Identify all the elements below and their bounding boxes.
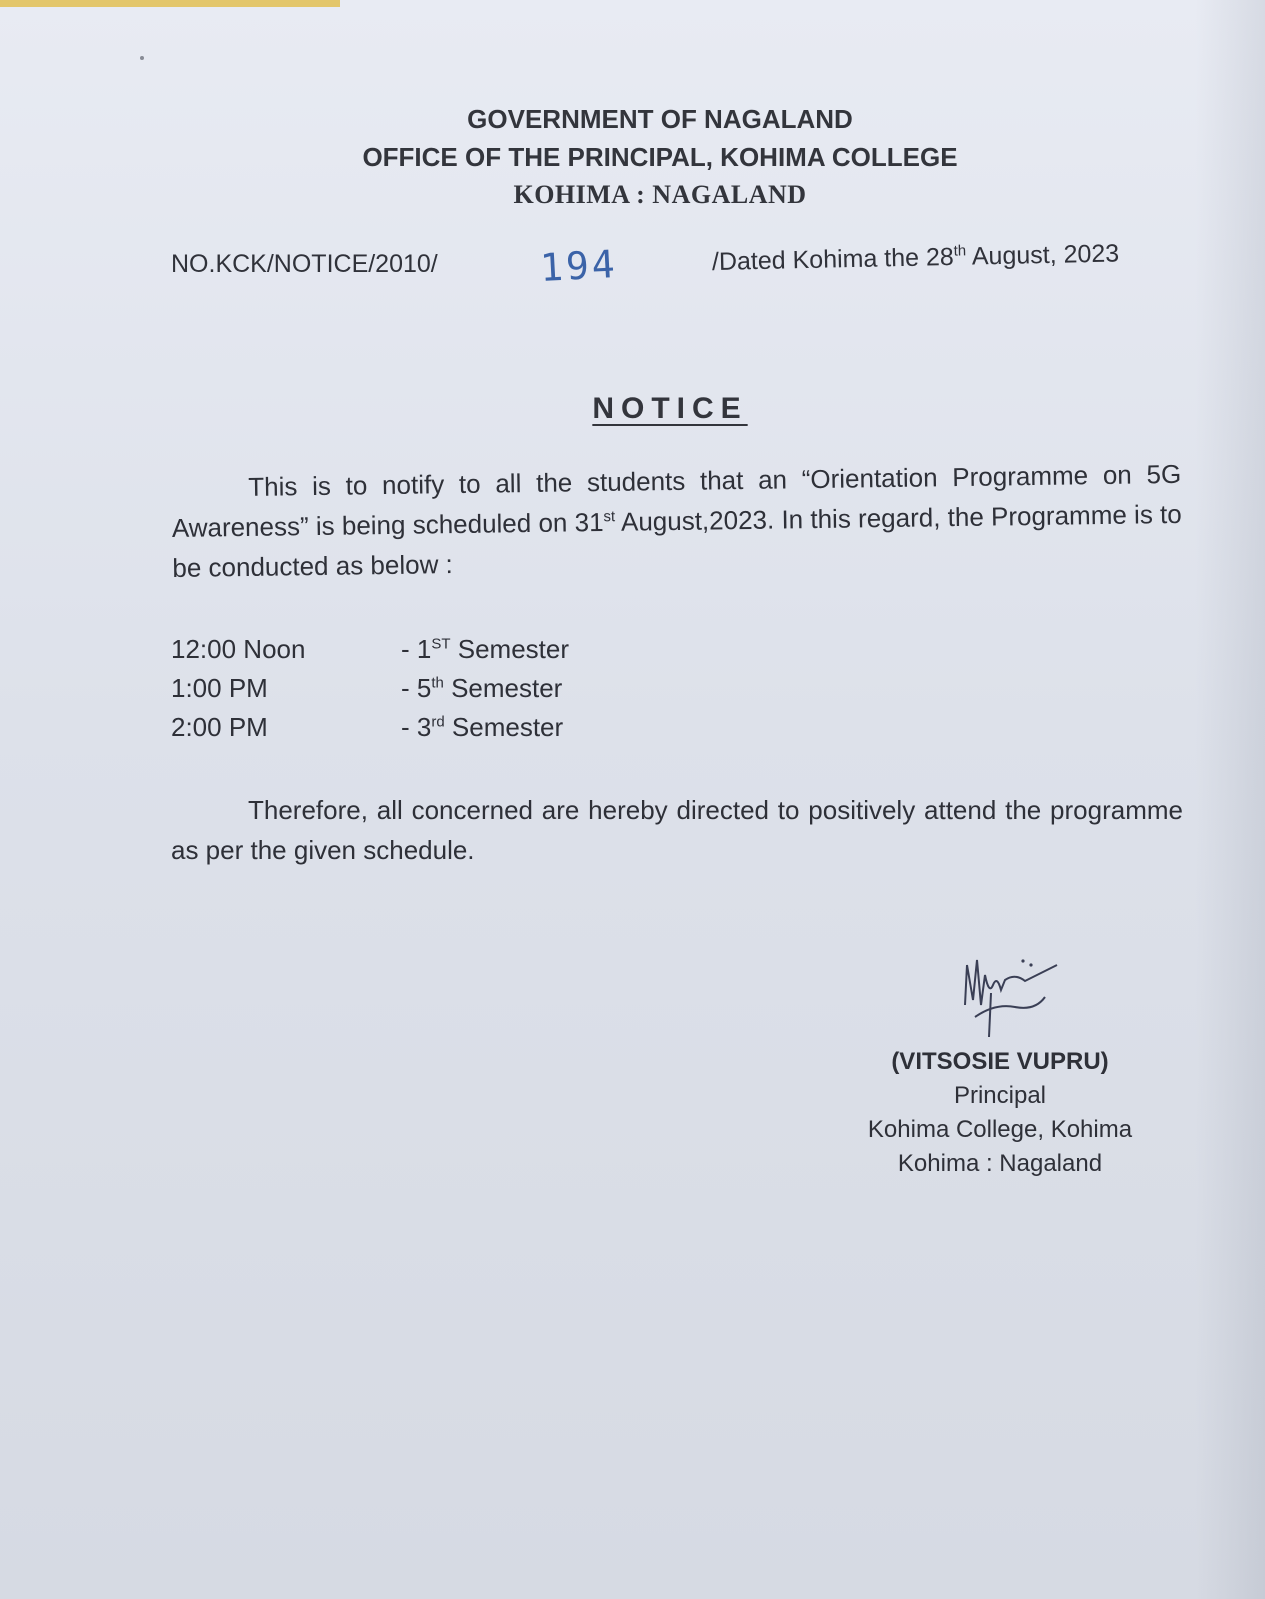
schedule-semester (401, 630, 569, 669)
letterhead-office: OFFICE OF THE PRINCIPAL, KOHIMA COLLEGE (362, 142, 958, 172)
signatory-name: (VITSOSIE VUPRU) (891, 1048, 1109, 1075)
letterhead-government: GOVERNMENT OF NAGALAND (467, 104, 853, 134)
schedule-semester-label: Semester (443, 673, 563, 703)
schedule-semester (401, 708, 563, 747)
signatory-block (840, 1045, 1160, 1181)
dated-line (712, 239, 1120, 277)
reference-number: NO.KCK/NOTICE/2010/ (171, 250, 438, 278)
handwritten-notice-number: 194 (538, 241, 619, 291)
schedule-row (171, 669, 569, 708)
schedule-row (171, 708, 569, 747)
page-edge-shadow (1195, 0, 1265, 1599)
notice-paragraph-1 (171, 454, 1183, 588)
schedule-semester-prefix: - 5 (401, 673, 432, 703)
schedule-semester-sup: ST (431, 635, 451, 653)
paragraph1-part2: August,2023. In this regard, the Programme is to be conducted as below : (172, 498, 1182, 583)
letterhead-location: KOHIMA : NAGALAND (513, 180, 807, 209)
letterhead (340, 100, 980, 214)
notice-paragraph-2: Therefore, all concerned are hereby directed to positively attend the programme as per the given schedule. (171, 795, 1183, 865)
schedule-time: 12:00 Noon (171, 634, 306, 664)
schedule-semester-sup: rd (431, 713, 445, 731)
dated-suffix: August, 2023 (965, 239, 1120, 271)
corner-paper-strip (0, 0, 340, 7)
schedule-semester-prefix: - 3 (401, 712, 432, 742)
signatory-location: Kohima : Nagaland (897, 1150, 1103, 1177)
schedule-semester-label: Semester (444, 712, 564, 742)
paper-speck (140, 56, 144, 60)
signatory-designation: Principal (953, 1082, 1047, 1109)
schedule-semester-label: Semester (450, 634, 570, 664)
signatory-institution: Kohima College, Kohima (867, 1116, 1133, 1143)
schedule-semester-prefix: - 1 (401, 634, 432, 664)
signature-mark (945, 945, 1065, 1045)
dated-sup: th (953, 242, 967, 260)
paragraph1-sup: st (603, 508, 616, 526)
notice-title-wrap (0, 392, 1265, 426)
schedule-semester-sup: th (431, 674, 444, 692)
notice-title: NOTICE (592, 392, 748, 425)
schedule-time: 1:00 PM (171, 673, 268, 703)
schedule-time: 2:00 PM (171, 712, 268, 742)
schedule-semester (401, 669, 562, 708)
schedule-list (171, 630, 569, 747)
dated-prefix: /Dated Kohima the 28 (711, 242, 955, 276)
paragraph1-part1: This is to notify to all the students that an “Orientation Programme on 5G Awareness” is being scheduled on 31 (171, 458, 1182, 543)
schedule-row (171, 630, 569, 669)
